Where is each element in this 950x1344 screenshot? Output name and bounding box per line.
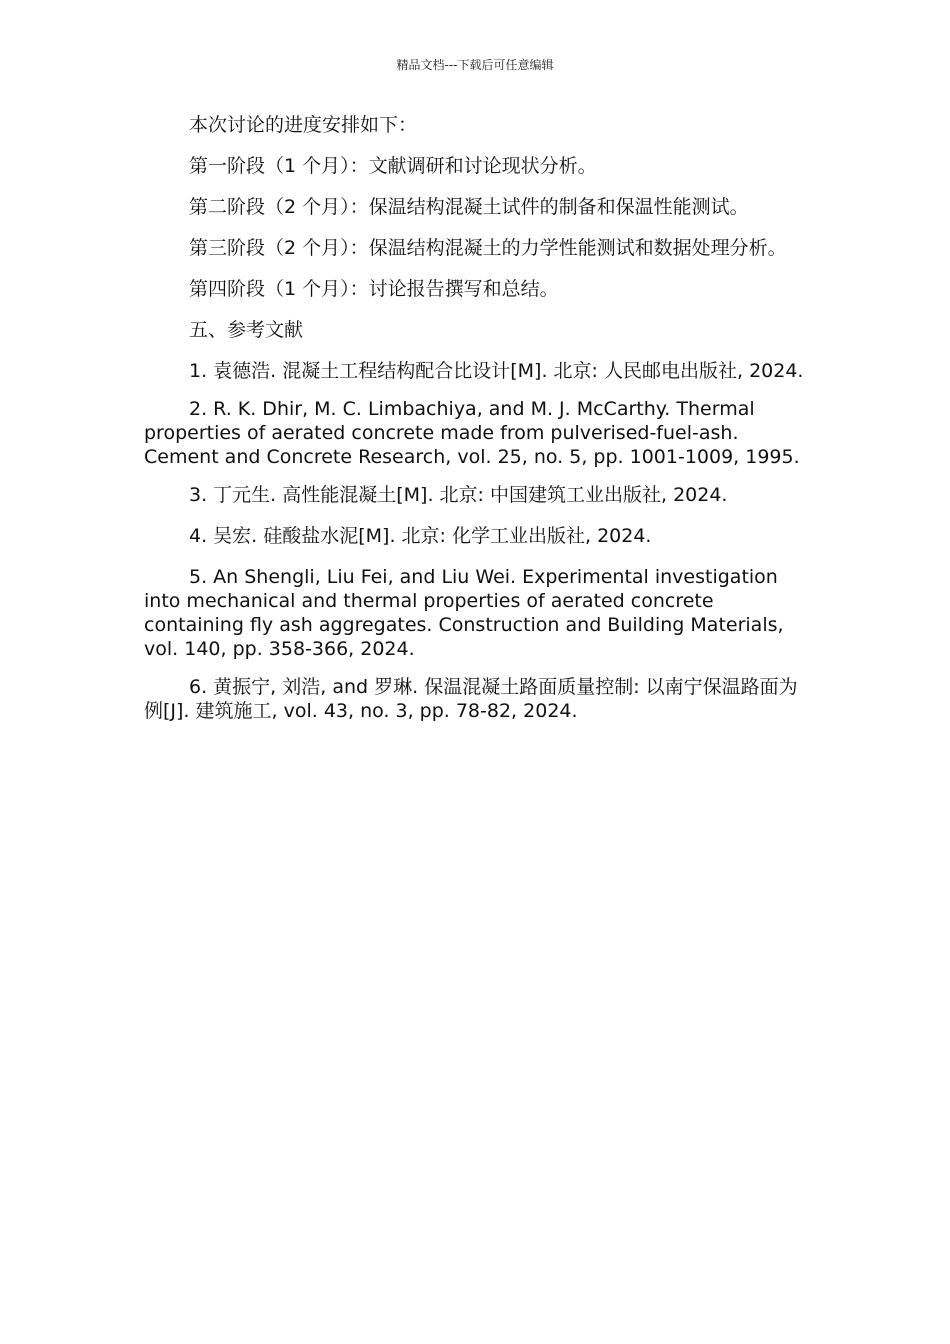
stage-1: 第一阶段（1 个月）：文献调研和讨论现状分析。: [189, 155, 597, 177]
schedule-intro: 本次讨论的进度安排如下：: [189, 114, 418, 136]
stage-3: 第三阶段（2 个月）：保温结构混凝土的力学性能测试和数据处理分析。: [189, 237, 787, 259]
reference-3: 3. 丁元生. 高性能混凝土[M]. 北京: 中国建筑工业出版社, 2024.: [189, 484, 728, 506]
reference-5: 5. An Shengli, Liu Fei, and Liu Wei. Experimental investigation into mechanical and thermal properties of aerated concrete containing fly ash aggregates. Construction and Building Materials, vol. 140, pp. 358-366, 2024.: [144, 566, 784, 660]
page-header: 精品文档---下载后可任意编辑: [396, 58, 554, 72]
reference-6: 6. 黄振宁, 刘浩, and 罗琳. 保温混凝土路面质量控制: 以南宁保温路面为例[J]. 建筑施工, vol. 43, no. 3, pp. 78-82, 2024.: [144, 676, 798, 722]
stage-4: 第四阶段（1 个月）：讨论报告撰写和总结。: [189, 278, 559, 300]
reference-4: 4. 吴宏. 硅酸盐水泥[M]. 北京: 化学工业出版社, 2024.: [189, 525, 652, 547]
document-body: [144, 113, 804, 740]
reference-1: 1. 袁德浩. 混凝土工程结构配合比设计[M]. 北京: 人民邮电出版社, 2024.: [189, 360, 804, 382]
stage-2: 第二阶段（2 个月）：保温结构混凝土试件的制备和保温性能测试。: [189, 196, 749, 218]
reference-2: 2. R. K. Dhir, M. C. Limbachiya, and M. J. McCarthy. Thermal properties of aerated concrete made from pulverised-fuel-ash. Cement and Concrete Research, vol. 25, no. 5, pp. 1001-1009, 1995.: [144, 398, 800, 468]
references-heading: 五、参考文献: [189, 319, 304, 341]
